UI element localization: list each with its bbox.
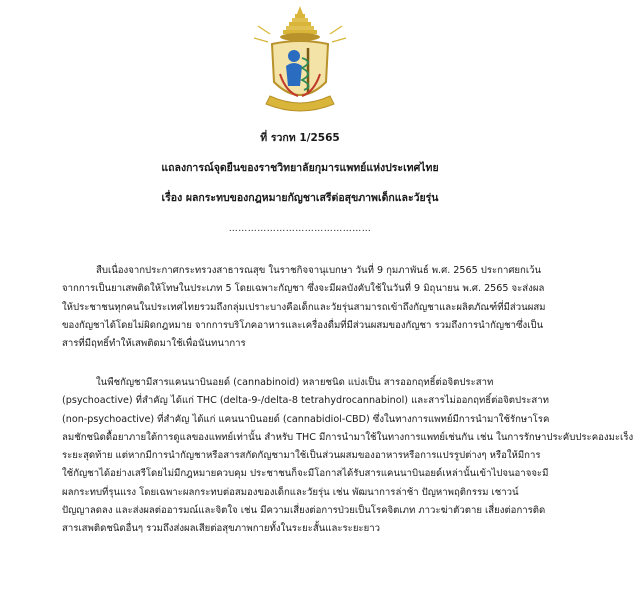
paragraph-1 xyxy=(62,262,562,353)
paragraph-line: (non-psychoactive) ที่สำคัญ ได้แก่ แคนนาบินอยด์ (cannabidiol-CBD) ซึ่งในทางการแพทย์มีการนำมาใช้รักษาโรค xyxy=(62,413,550,425)
document-number: ที่ รวกท 1/2565 xyxy=(260,132,340,144)
emblem-child-body xyxy=(286,63,302,86)
separator-dots: ……………………………………… xyxy=(228,224,372,234)
paragraph-line: ระยะสุดท้าย แต่หากมีการนำกัญชาหรือสารสกัดกัญชามาใช้เป็นส่วนผสมของอาหารหรือการแปรรูปต่างๆ หรือให้มีการ xyxy=(62,450,541,462)
paragraph-line: ลมชักชนิดดื้อยาภายใต้การดูแลของแพทย์เท่านั้น สำหรับ THC มีการนำมาใช้ในทางการแพทย์เช่นกัน เช่น ในการรักษาประคับประคองมะเร็ง xyxy=(62,431,633,443)
document-subject: เรื่อง ผลกระทบของกฎหมายกัญชาเสรีต่อสุขภาพเด็กและวัยรุ่น xyxy=(161,192,439,204)
paragraph-line: ปัญญาลดลง และส่งผลต่ออารมณ์และจิตใจ เช่น มีความเสี่ยงต่อการป่วยเป็นโรคจิตเภท ภาวะฆ่าตัวตาย เสี่ยงต่อการติด xyxy=(62,505,546,517)
emblem-spire xyxy=(297,6,303,14)
paragraph-line: ในพืชกัญชามีสารแคนนาบินอยด์ (cannabinoid) หลายชนิด แบ่งเป็น สารออกฤทธิ์ต่อจิตประสาท xyxy=(96,377,494,388)
paragraph-2 xyxy=(62,374,633,539)
document-title: แถลงการณ์จุดยืนของราชวิทยาลัยกุมารแพทย์แห่งประเทศไทย xyxy=(161,162,439,174)
emblem-ribbon xyxy=(266,96,334,111)
paragraph-line: สืบเนื่องจากประกาศกระทรวงสาธารณสุข ในราชกิจจานุเบกษา วันที่ 9 กุมภาพันธ์ พ.ศ. 2565 ประกาศยกเว้น xyxy=(96,265,542,276)
paragraph-line: สารที่มีฤทธิ์ทำให้เสพติดมาใช้เพื่อนันทนาการ xyxy=(62,338,246,350)
paragraph-line: จากการเป็นยาเสพติดให้โทษในประเภท 5 โดยเฉพาะกัญชา ซึ่งจะมีผลบังคับใช้ในวันที่ 9 มิถุนายน พ.ศ. 2565 จะส่งผล xyxy=(62,283,545,295)
paragraph-line: ให้ประชาชนทุกคนในประเทศไทยรวมถึงกลุ่มเปราะบางคือเด็กและวัยรุ่นสามารถเข้าถึงกัญชาและผลิตภัณฑ์ที่มีส่วนผสม xyxy=(62,301,546,313)
royal-college-emblem xyxy=(250,4,350,114)
paragraph-line: สารเสพติดชนิดอื่นๆ รวมถึงส่งผลเสียต่อสุขภาพกายทั้งในระยะสั้นและระยะยาว xyxy=(62,523,380,535)
paragraph-line: (psychoactive) ที่สำคัญ ได้แก่ THC (delta-9-/delta-8 tetrahydrocannabinol) และสารไม่ออกฤทธิ์ต่อจิตประสาท xyxy=(62,395,549,407)
emblem-svg xyxy=(250,4,350,114)
paragraph-line: ใช้กัญชาได้อย่างเสรีโดยไม่มีกฎหมายควบคุม ประชาชนก็จะมีโอกาสได้รับสารแคนนาบินอยด์เหล่านั้นเข้าไปจนอาจจะมี xyxy=(62,468,549,480)
emblem-child-head xyxy=(288,50,300,62)
paragraph-line: ของกัญชาได้โดยไม่ผิดกฎหมาย จากการบริโภคอาหารและเครื่องดื่มที่มีส่วนผสมของกัญชา รวมถึงการนำกัญชาซึ่งเป็น xyxy=(62,319,544,331)
paragraph-line: ผลกระทบที่รุนแรง โดยเฉพาะผลกระทบต่อสมองของเด็กและวัยรุ่น เช่น พัฒนาการล่าช้า ปัญหาพฤติกรรม เชาวน์ xyxy=(62,486,519,498)
